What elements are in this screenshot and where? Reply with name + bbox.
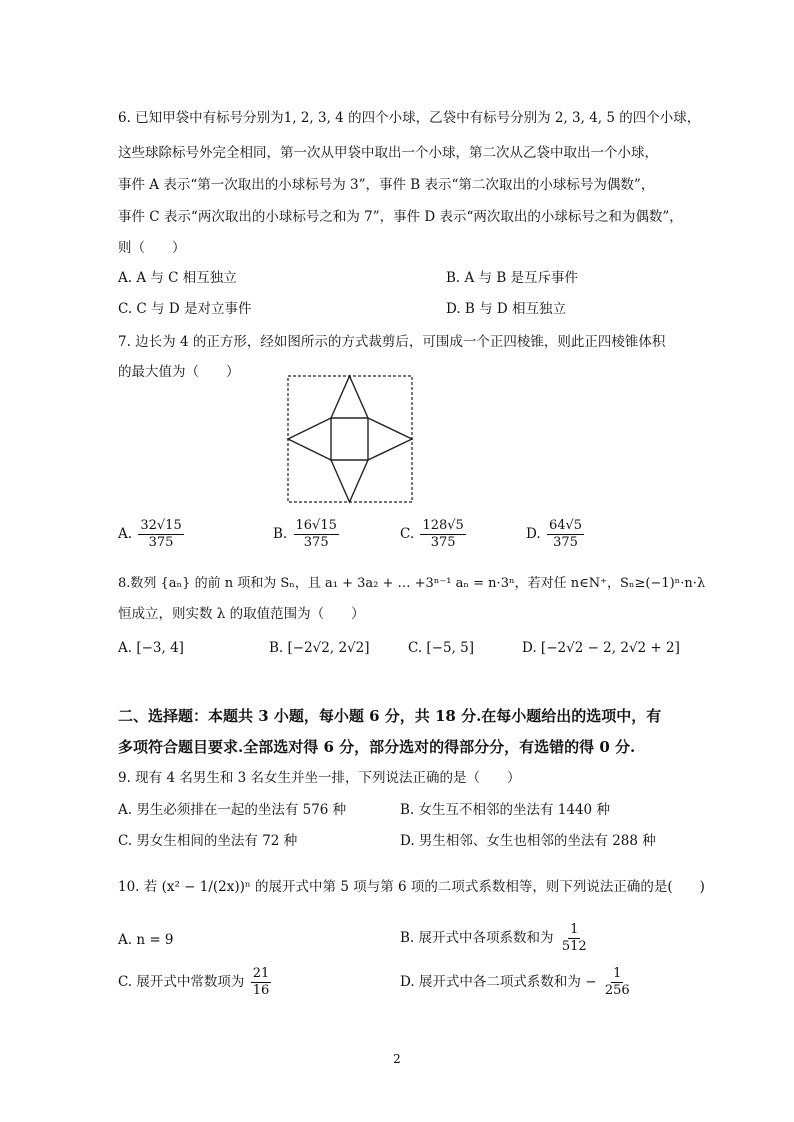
q6-option-a: A. A 与 C 相互独立 bbox=[118, 270, 237, 286]
page-number: 2 bbox=[393, 1052, 401, 1066]
q7-option-b-fraction: $\frac{16√15}{375}$ bbox=[295, 518, 337, 550]
q9-option-d: D. 男生相邻、女生也相邻的坐法有 288 种 bbox=[400, 833, 656, 849]
bottom-triangle bbox=[331, 460, 368, 502]
q7-option-c: C. $\frac{128√5}{375}$ bbox=[400, 518, 464, 550]
q8-option-d: D. [−2√2 − 2, 2√2 + 2] bbox=[522, 640, 680, 656]
q7-option-a: A. $\frac{32√15}{375}$ bbox=[118, 518, 182, 550]
q6-line3: 事件 A 表示“第一次取出的小球标号为 3”，事件 B 表示“第二次取出的小球标号为偶数”， bbox=[118, 177, 655, 193]
q9-option-c: C. 男女生相间的坐法有 72 种 bbox=[118, 833, 298, 849]
q8-line1: 8.数列 {aₙ} 的前 n 项和为 Sₙ，且 a₁ + 3a₂ + … +3ⁿ⁻¹ aₙ = n·3ⁿ，若对任 n∈N⁺，Sₙ≥(−1)ⁿ·n·λ bbox=[118, 576, 706, 591]
q8-option-b: B. [−2√2, 2√2] bbox=[269, 640, 370, 656]
q9-option-b: B. 女生互不相邻的坐法有 1440 种 bbox=[400, 802, 610, 818]
top-triangle bbox=[331, 376, 368, 418]
q10-option-a: A. n = 9 bbox=[118, 932, 174, 948]
q10-option-c-fraction: $\frac{21}{16}$ bbox=[252, 966, 270, 998]
q6-line5: 则（ ） bbox=[118, 240, 186, 256]
q7-option-d: D. $\frac{64√5}{375}$ bbox=[526, 518, 583, 550]
q8-line2: 恒成立，则实数 λ 的取值范围为（ ） bbox=[118, 606, 365, 622]
q7-line1: 7. 边长为 4 的正方形，经如图所示的方式裁剪后，可围成一个正四棱锥，则此正四棱锥体积 bbox=[118, 334, 666, 350]
q6-option-c: C. C 与 D 是对立事件 bbox=[118, 301, 252, 317]
q10-option-b: B. 展开式中各项系数和为 $\frac{1}{512}$ bbox=[400, 922, 587, 954]
q10-option-d-fraction: $\frac{1}{256}$ bbox=[604, 966, 630, 998]
q9-option-a: A. 男生必须排在一起的坐法有 576 种 bbox=[118, 802, 347, 818]
right-triangle bbox=[368, 418, 412, 460]
q8-option-a: A. [−3, 4] bbox=[118, 640, 184, 656]
q6-line2: 这些球除标号外完全相同，第一次从甲袋中取出一个小球，第二次从乙袋中取出一个小球， bbox=[118, 145, 658, 161]
q10-option-d: D. 展开式中各二项式系数和为 − $\frac{1}{256}$ bbox=[400, 966, 630, 998]
q7-option-a-fraction: $\frac{32√15}{375}$ bbox=[140, 518, 182, 550]
q8-option-c: C. [−5, 5] bbox=[408, 640, 475, 656]
q6-line4: 事件 C 表示“两次取出的小球标号之和为 7”，事件 D 表示“两次取出的小球标号之和为偶数”， bbox=[118, 209, 683, 225]
q9-line1: 9. 现有 4 名男生和 3 名女生并坐一排，下列说法正确的是（ ） bbox=[118, 770, 521, 786]
q7-option-b: B. $\frac{16√15}{375}$ bbox=[273, 518, 337, 550]
section2-heading-line1: 二、选择题：本题共 3 小题，每小题 6 分，共 18 分.在每小题给出的选项中，有 bbox=[118, 707, 662, 725]
q6-option-b: B. A 与 B 是互斥事件 bbox=[446, 270, 579, 286]
q6-option-d: D. B 与 D 相互独立 bbox=[446, 301, 567, 317]
q7-line2: 的最大值为（ ） bbox=[118, 364, 240, 380]
q10-option-b-fraction: $\frac{1}{512}$ bbox=[561, 922, 587, 954]
q7-option-c-fraction: $\frac{128√5}{375}$ bbox=[422, 518, 464, 550]
section2-heading-line2: 多项符合题目要求.全部选对得 6 分，部分选对的得部分分，有选错的得 0 分. bbox=[118, 738, 636, 756]
square-pyramid-net-figure bbox=[284, 372, 416, 506]
left-triangle bbox=[288, 418, 331, 460]
q10-binomial-expression: (x² − 1/(2x))ⁿ bbox=[161, 879, 251, 895]
q7-option-d-fraction: $\frac{64√5}{375}$ bbox=[548, 518, 583, 550]
q6-line1: 6. 已知甲袋中有标号分别为1, 2, 3, 4 的四个小球，乙袋中有标号分别为 2, 3, 4, 5 的四个小球， bbox=[118, 110, 701, 126]
base-square bbox=[331, 418, 368, 460]
dashed-square bbox=[288, 376, 412, 502]
q10-stem: 10. 若 (x² − 1/(2x))ⁿ 的展开式中第 5 项与第 6 项的二项式系数相等，则下列说法正确的是( ) bbox=[118, 879, 705, 895]
q10-option-c: C. 展开式中常数项为 $\frac{21}{16}$ bbox=[118, 966, 270, 998]
